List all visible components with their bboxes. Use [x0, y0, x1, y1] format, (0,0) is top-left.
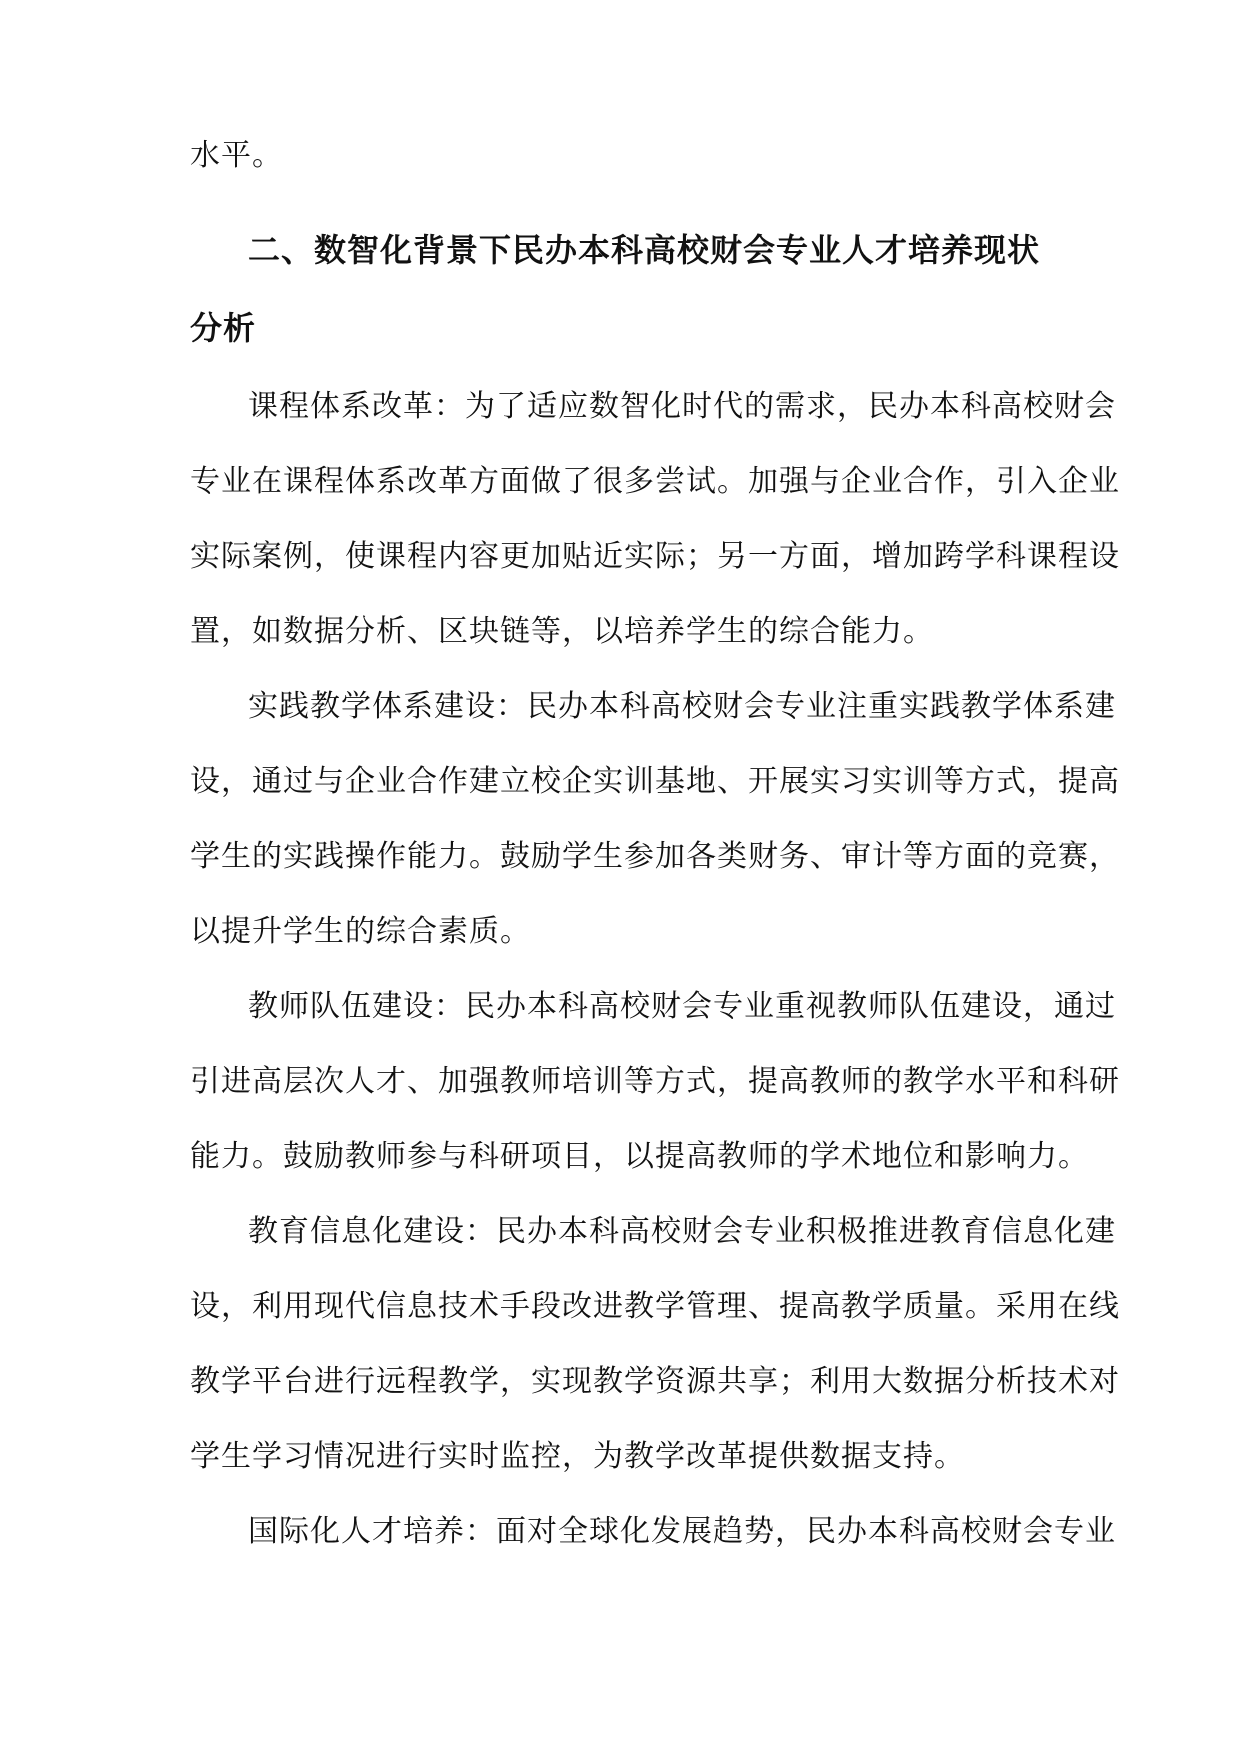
- paragraph-line: 设，利用现代信息技术手段改进教学管理、提高教学质量。采用在线: [190, 1289, 1120, 1324]
- intro-tail-text: 水平。: [190, 138, 283, 173]
- paragraph-line: 设，通过与企业合作建立校企实训基地、开展实习实训等方式，提高: [190, 764, 1120, 799]
- paragraph-line: 学生学习情况进行实时监控，为教学改革提供数据支持。: [190, 1439, 965, 1474]
- paragraph-line: 教师队伍建设：民办本科高校财会专业重视教师队伍建设，通过: [248, 989, 1116, 1024]
- paragraph-line: 实际案例，使课程内容更加贴近实际；另一方面，增加跨学科课程设: [190, 539, 1120, 574]
- paragraph-line: 学生的实践操作能力。鼓励学生参加各类财务、审计等方面的竞赛，: [190, 839, 1120, 874]
- section-heading-line-2: 分析: [190, 309, 257, 347]
- section-heading-line-1: 二、数智化背景下民办本科高校财会专业人才培养现状: [248, 231, 1041, 269]
- paragraph-line: 课程体系改革：为了适应数智化时代的需求，民办本科高校财会: [248, 389, 1116, 424]
- paragraph-line: 教学平台进行远程教学，实现教学资源共享；利用大数据分析技术对: [190, 1364, 1120, 1399]
- paragraph-line: 教育信息化建设：民办本科高校财会专业积极推进教育信息化建: [248, 1214, 1116, 1249]
- paragraph-line: 能力。鼓励教师参与科研项目，以提高教师的学术地位和影响力。: [190, 1139, 1089, 1174]
- paragraph-line: 以提升学生的综合素质。: [190, 914, 531, 949]
- paragraph-line: 引进高层次人才、加强教师培训等方式，提高教师的教学水平和科研: [190, 1064, 1120, 1099]
- paragraph-line: 国际化人才培养：面对全球化发展趋势，民办本科高校财会专业: [248, 1514, 1116, 1549]
- paragraph-line: 置，如数据分析、区块链等，以培养学生的综合能力。: [190, 614, 934, 649]
- paragraph-line: 专业在课程体系改革方面做了很多尝试。加强与企业合作，引入企业: [190, 464, 1120, 499]
- paragraph-line: 实践教学体系建设：民办本科高校财会专业注重实践教学体系建: [248, 689, 1116, 724]
